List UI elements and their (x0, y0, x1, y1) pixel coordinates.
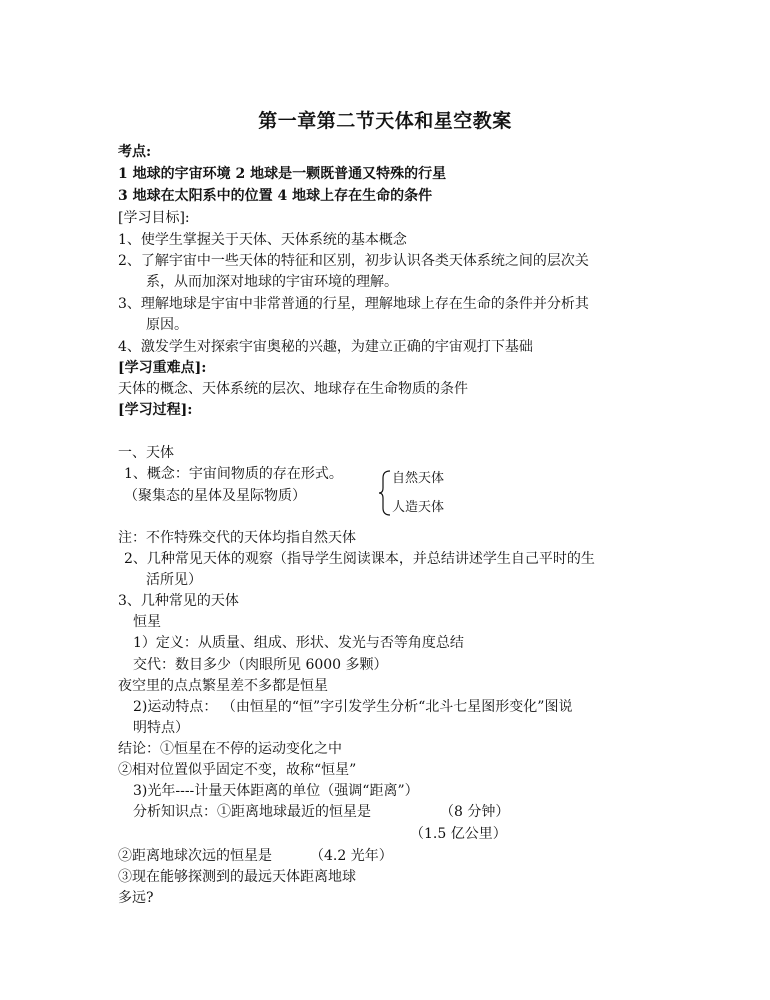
note-line: 注：不作特殊交代的天体均指自然天体 (118, 530, 356, 546)
process-label: [学习过程]: (118, 402, 193, 418)
common-bodies-heading: 3、几种常见的天体 (118, 593, 239, 609)
eight-minutes: （8 分钟） (440, 804, 510, 820)
section-1-heading: 一、天体 (118, 445, 174, 461)
definition-line: 1）定义：从质量、组成、形状、发光与否等角度总结 (133, 635, 464, 651)
kaodian-label: 考点: (118, 144, 152, 160)
kaodian-line-2: 3 地球在太阳系中的位置 4 地球上存在生命的条件 (118, 188, 433, 204)
key-label: [学习重难点]: (118, 360, 207, 376)
farthest-line: ③现在能够探测到的最远天体距离地球 (118, 869, 356, 885)
count-line: 交代：数目多少（肉眼所见 6000 多颗） (133, 657, 388, 673)
motion-line-cont: 明特点） (133, 720, 189, 736)
goal-3: 3、理解地球是宇宙中非常普通的行星，理解地球上存在生命的条件并分析其 (118, 296, 589, 312)
goal-2-cont: 系，从而加深对地球的宇宙环境的理解。 (146, 274, 398, 290)
goal-1: 1、使学生掌握关于天体、天体系统的基本概念 (118, 232, 407, 248)
second-nearest-line: ②距离地球次远的恒星是 (118, 848, 272, 864)
observation-line-cont: 活所见） (146, 572, 202, 588)
page-title: 第一章第二节天体和星空教案 (258, 110, 512, 132)
brace-icon (378, 470, 392, 516)
goal-2: 2、了解宇宙中一些天体的特征和区别，初步认识各类天体系统之间的层次关 (118, 253, 589, 269)
four-point-two-ly: （4.2 光年） (310, 848, 393, 864)
star-heading: 恒星 (133, 614, 161, 630)
light-year-line: 3)光年----计量天体距离的单位（强调“距离”） (133, 783, 419, 799)
conclusion-1: 结论：①恒星在不停的运动变化之中 (118, 741, 342, 757)
concept-note: （聚集态的星体及星际物质） (124, 488, 306, 504)
farthest-line-cont: 多远? (118, 890, 154, 906)
artificial-celestial-body: 人造天体 (392, 500, 445, 515)
conclusion-2: ②相对位置似乎固定不变，故称“恒星” (118, 762, 357, 778)
observation-line: 2、几种常见天体的观察（指导学生阅读课本，并总结讲述学生自己平时的生 (124, 551, 595, 567)
kaodian-line-1: 1 地球的宇宙环境 2 地球是一颗既普通又特殊的行星 (118, 166, 447, 182)
goal-3-cont: 原因。 (146, 317, 188, 333)
motion-line: 2)运动特点： （由恒星的“恒”字引发学生分析“北斗七星图形变化”图说 (133, 699, 573, 715)
goals-label: [学习目标]: (118, 210, 190, 226)
key-text: 天体的概念、天体系统的层次、地球存在生命物质的条件 (118, 381, 468, 397)
analysis-line: 分析知识点：①距离地球最近的恒星是 (133, 804, 371, 820)
night-sky-line: 夜空里的点点繁星差不多都是恒星 (118, 678, 328, 694)
goal-4: 4、激发学生对探索宇宙奥秘的兴趣，为建立正确的宇宙观打下基础 (118, 339, 533, 355)
distance-km: （1.5 亿公里） (410, 826, 507, 842)
concept-line: 1、概念：宇宙间物质的存在形式。 (124, 466, 343, 482)
natural-celestial-body: 自然天体 (392, 471, 445, 486)
